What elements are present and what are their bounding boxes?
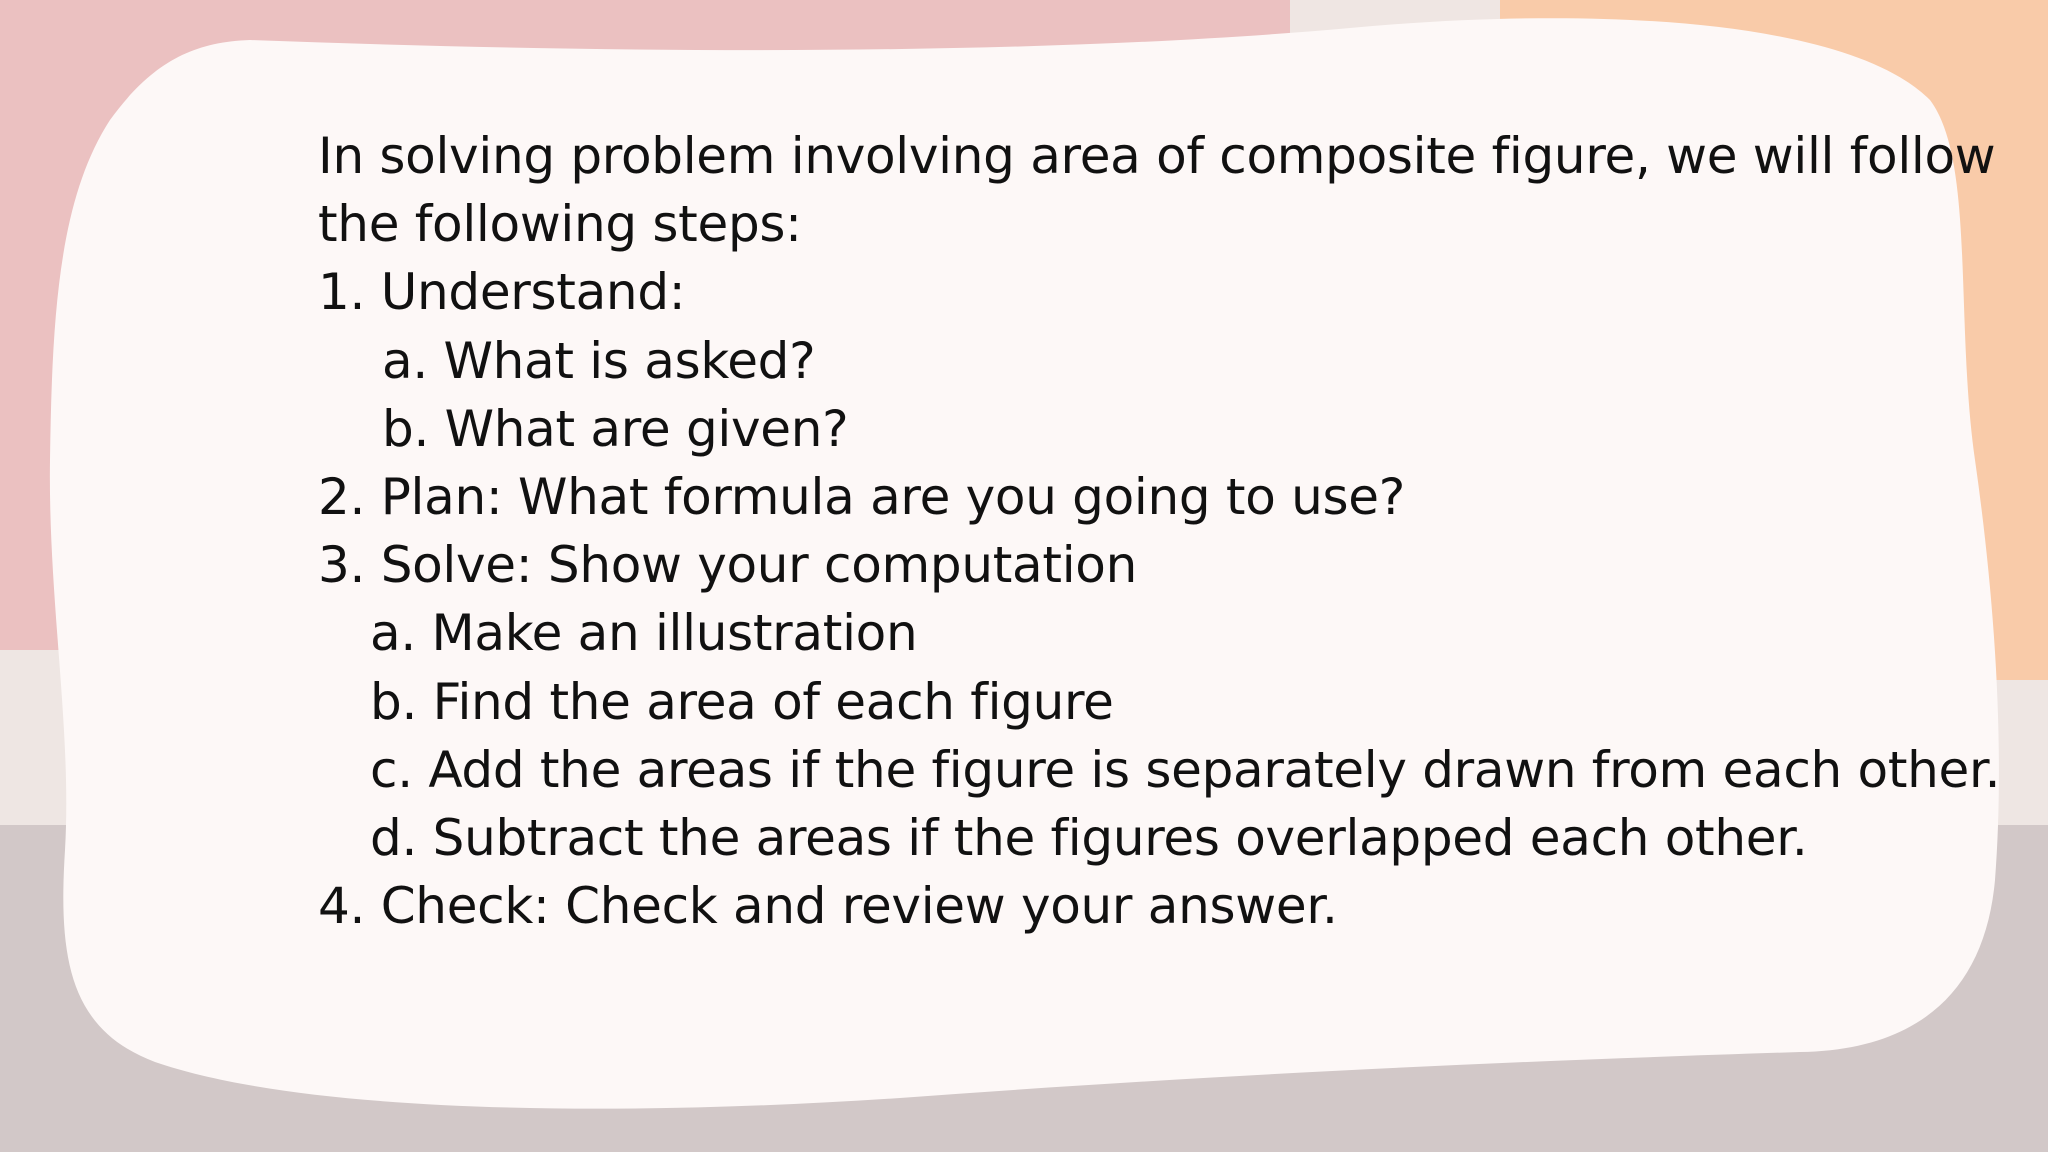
- step-1b-what-are-given: b. What are given?: [382, 399, 849, 458]
- step-1a-what-is-asked: a. What is asked?: [382, 331, 816, 390]
- intro-line-1: In solving problem involving area of composite figure, we will follow: [318, 127, 1996, 185]
- step-3a-illustration: a. Make an illustration: [370, 604, 918, 663]
- step-3-solve: 3. Solve: Show your computation: [318, 536, 1137, 595]
- slide-body-text: [318, 122, 2001, 940]
- step-1-understand: 1. Understand:: [318, 263, 686, 322]
- step-3b-find-area: b. Find the area of each figure: [370, 672, 1114, 731]
- step-2-plan: 2. Plan: What formula are you going to use?: [318, 468, 1405, 527]
- step-3d-subtract-areas: d. Subtract the areas if the figures overlapped each other.: [370, 809, 1808, 868]
- step-3c-add-areas: c. Add the areas if the figure is separately drawn from each other.: [370, 740, 2001, 799]
- intro-line-2: the following steps:: [318, 195, 802, 254]
- step-4-check: 4. Check: Check and review your answer.: [318, 877, 1338, 936]
